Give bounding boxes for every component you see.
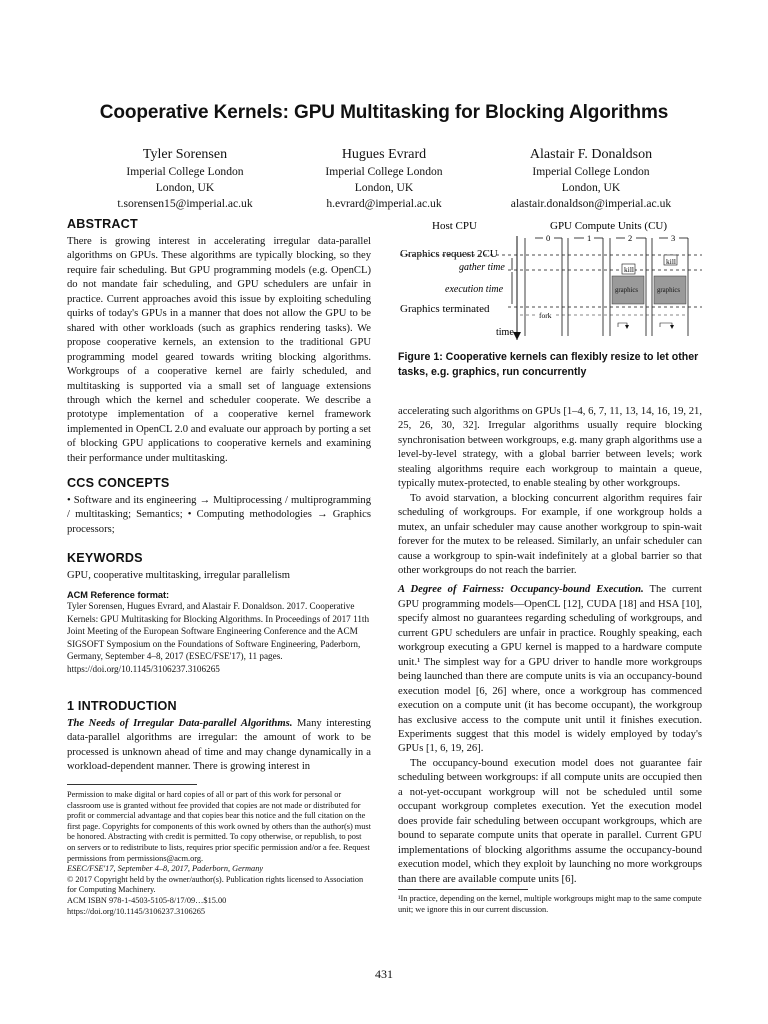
paper-title: Cooperative Kernels: GPU Multitasking for Blocking Algorithms bbox=[99, 102, 669, 123]
gpu-cu-label: GPU Compute Units (CU) bbox=[550, 220, 668, 232]
time-label: time bbox=[496, 327, 514, 338]
paragraph-3-heading: A Degree of Fairness: Occupancy-bound Execution. bbox=[398, 584, 644, 596]
paragraph-3 bbox=[398, 583, 702, 756]
right-column-text bbox=[398, 405, 702, 887]
footnote-1: ¹In practice, depending on the kernel, multiple workgroups might map to the same compute unit; we ignore this in our current discussion. bbox=[398, 894, 702, 914]
graphics-request-label: Graphics request 2CU bbox=[400, 248, 498, 260]
kill-label-cu2: kill bbox=[624, 265, 635, 274]
author-affiliation: Imperial College London bbox=[532, 165, 650, 178]
paragraph-1: accelerating such algorithms on GPUs [1–4, 6, 7, 11, 13, 14, 16, 19, 21, 25, 26, 30, 32]. Irregular algorithms usually require blocking synchronisation between workgroups, e.g. many graph algorithms use a level-by-level strategy, with a global barrier between levels; work stealing algorithms require each workgroup to maintain a queue, typically mutex-protected, to enable stealing by other workgroups. bbox=[398, 406, 702, 490]
author-location: London, UK bbox=[155, 181, 215, 194]
graphics-label-cu3: graphics bbox=[657, 287, 681, 294]
ccs-section bbox=[67, 476, 371, 537]
cu-label-1: 1 bbox=[587, 233, 592, 243]
footnote-rule-right bbox=[398, 889, 528, 890]
cu-label-3: 3 bbox=[671, 233, 676, 243]
fork-label: fork bbox=[539, 311, 552, 320]
time-axis-arrow bbox=[513, 332, 521, 340]
copyright-line: © 2017 Copyright held by the owner/author(s). Publication rights licensed to Association for Computing Machinery. bbox=[67, 874, 364, 895]
permission-block bbox=[67, 790, 371, 917]
author-block-2 bbox=[279, 146, 489, 212]
author-email: alastair.donaldson@imperial.ac.uk bbox=[510, 197, 672, 210]
author-affiliation: Imperial College London bbox=[325, 165, 443, 178]
acm-reference bbox=[67, 590, 371, 676]
permission-text: Permission to make digital or hard copies of all or part of this work for personal or classroom use is granted without fee provided that copies are not made or distributed for profit or commercial advantage and that copies bear this notice and the full citation on the first page. Copyrights for components of this work owned by others than the author(s) must be honored. Abstracting with credit is permitted. To copy otherwise, or republish, to post on servers or to redistribute to lists, requires prior specific permission and/or a fee. Request permissions from permissions@acm.org. bbox=[67, 790, 371, 863]
author-name: Tyler Sorensen bbox=[142, 147, 228, 162]
cu-label-2: 2 bbox=[628, 233, 633, 243]
host-cpu-label: Host CPU bbox=[432, 220, 477, 232]
permission-doi[interactable]: https://doi.org/10.1145/3106237.3106265 bbox=[67, 906, 206, 916]
gather-time-label: gather time bbox=[459, 262, 505, 273]
author-block-3 bbox=[486, 146, 696, 212]
author-location: London, UK bbox=[561, 181, 621, 194]
paragraph-3-body: The current GPU programming models—OpenCL [12], CUDA [18] and HSA [10], specify almost no guarantees regarding scheduling of workgroups, and current GPU schedulers are unfair in practice. Roughly speaking, each workgroup executing a GPU kernel is mapped to a hardware compute unit.¹ The simplest way for a GPU driver to handle more workgroups being launched than there are compute units is via an occupancy-bound execution model [6, 26] where, once a workgroup has commenced execution on a compute unit (it has become occupant), the workgroup has exclusive access to the compute unit until it finishes execution. Experiments suggest that this model is widely employed by today's GPUs [1, 6, 19, 26]. bbox=[398, 584, 702, 755]
author-email: t.sorensen15@imperial.ac.uk bbox=[117, 197, 253, 210]
keywords-section bbox=[67, 551, 371, 583]
abstract-text: There is growing interest in accelerating irregular data-parallel algorithms on GPUs. These algorithms are typically blocking, so they require fair scheduling. But GPU programming models (e.g. OpenCL) do not mandate fair scheduling, and GPU schedulers are unfair in practice. Current approaches avoid this issue by exploiting scheduling quirks of today's GPUs in a manner that does not allow the GPU to be shared with other workloads (such as graphics rendering tasks). We propose cooperative kernels, an extension to the traditional GPU programming model geared towards writing blocking algorithms. Workgroups of a cooperative kernel are fairly scheduled, and multitasking is supported via a small set of language extensions through which the kernel and scheduler cooperate. We describe a prototype implementation of a cooperative kernel framework implemented in OpenCL 2.0 and evaluate our approach by porting a set of blocking GPU applications to cooperative kernels and examining their performance under multitasking. bbox=[67, 236, 371, 464]
figure-1-diagram bbox=[396, 214, 706, 342]
graphics-terminated-label: Graphics terminated bbox=[400, 303, 490, 315]
kill-label-cu3: kill bbox=[666, 257, 677, 266]
keywords-text: GPU, cooperative multitasking, irregular parallelism bbox=[67, 570, 290, 581]
introduction-heading: 1 INTRODUCTION bbox=[67, 699, 177, 713]
acm-reference-text: Tyler Sorensen, Hugues Evrard, and Alastair F. Donaldson. 2017. Cooperative Kernels: GPU Multitasking for Blocking Algorithms. In Proceedings of 2017 11th Joint Meeting of the European Software Engineering Conference and the ACM SIGSOFT Symposium on the Foundations of Software Engineering, Paderborn, Germany, September 4–8, 2017 (ESEC/FSE'17), 11 pages. bbox=[67, 601, 370, 662]
introduction-section bbox=[67, 699, 371, 775]
cu-label-0: 0 bbox=[546, 233, 551, 243]
venue-line: ESEC/FSE'17, September 4–8, 2017, Paderborn, Germany bbox=[67, 864, 264, 874]
author-name: Hugues Evrard bbox=[341, 147, 427, 162]
introduction-subheading: The Needs of Irregular Data-parallel Algorithms. bbox=[67, 718, 293, 729]
introduction-text bbox=[67, 717, 371, 775]
page-number: 431 bbox=[375, 967, 393, 981]
graphics-label-cu2: graphics bbox=[615, 287, 639, 294]
acm-reference-doi[interactable]: https://doi.org/10.1145/3106237.3106265 bbox=[67, 663, 220, 674]
isbn-line: ACM ISBN 978-1-4503-5105-8/17/09…$15.00 bbox=[67, 895, 227, 905]
author-email: h.evrard@imperial.ac.uk bbox=[326, 197, 442, 210]
introduction-body: Many interesting data-parallel algorithms are irregular: the amount of work to be processed is unknown ahead of time and may change dynamically in a workload-dependent manner. There is growing interest in bbox=[67, 718, 371, 773]
acm-reference-label: ACM Reference format: bbox=[67, 590, 170, 600]
author-location: London, UK bbox=[354, 181, 414, 194]
author-affiliation: Imperial College London bbox=[126, 165, 244, 178]
author-name: Alastair F. Donaldson bbox=[529, 147, 653, 162]
footnote-rule bbox=[67, 784, 197, 785]
abstract-heading: ABSTRACT bbox=[67, 217, 138, 231]
ccs-text: • Software and its engineering → Multiprocessing / multiprogramming / multitasking; Semantics; • Computing methodologies → Graphics processors; bbox=[67, 495, 371, 535]
author-block-1 bbox=[80, 146, 290, 212]
paragraph-2: To avoid starvation, a blocking concurrent algorithm requires fair scheduling of workgroups. For example, if one workgroup holds a mutex, an unfair scheduler may cause another workgroup to spin-wait forever for the mutex to be released. Similarly, an unfair scheduler can cause a workgroup to spin-wait indefinitely at a global barrier so that other workgroups do not reach the barrier. bbox=[398, 492, 702, 576]
figure-1-caption: Figure 1: Cooperative kernels can flexibly resize to let other tasks, e.g. graphics, run concurrently bbox=[398, 351, 699, 378]
keywords-heading: KEYWORDS bbox=[67, 551, 143, 565]
execution-time-label: execution time bbox=[445, 284, 504, 295]
abstract-section bbox=[67, 217, 371, 466]
ccs-heading: CCS CONCEPTS bbox=[67, 476, 170, 490]
paragraph-4: The occupancy-bound execution model does not guarantee fair scheduling between workgroups: if all compute units are occupied then a not-yet-occupant workgroup will not be scheduled until some occupant workgroup completes execution. Yet the execution model does provide fair scheduling between occupant workgroups, which are bound to separate compute units that operate in parallel. Current GPU implementations of blocking algorithms assume the occupancy-bound execution model, which they exploit by launching no more workgroups than there are available compute units [6]. bbox=[398, 757, 702, 885]
